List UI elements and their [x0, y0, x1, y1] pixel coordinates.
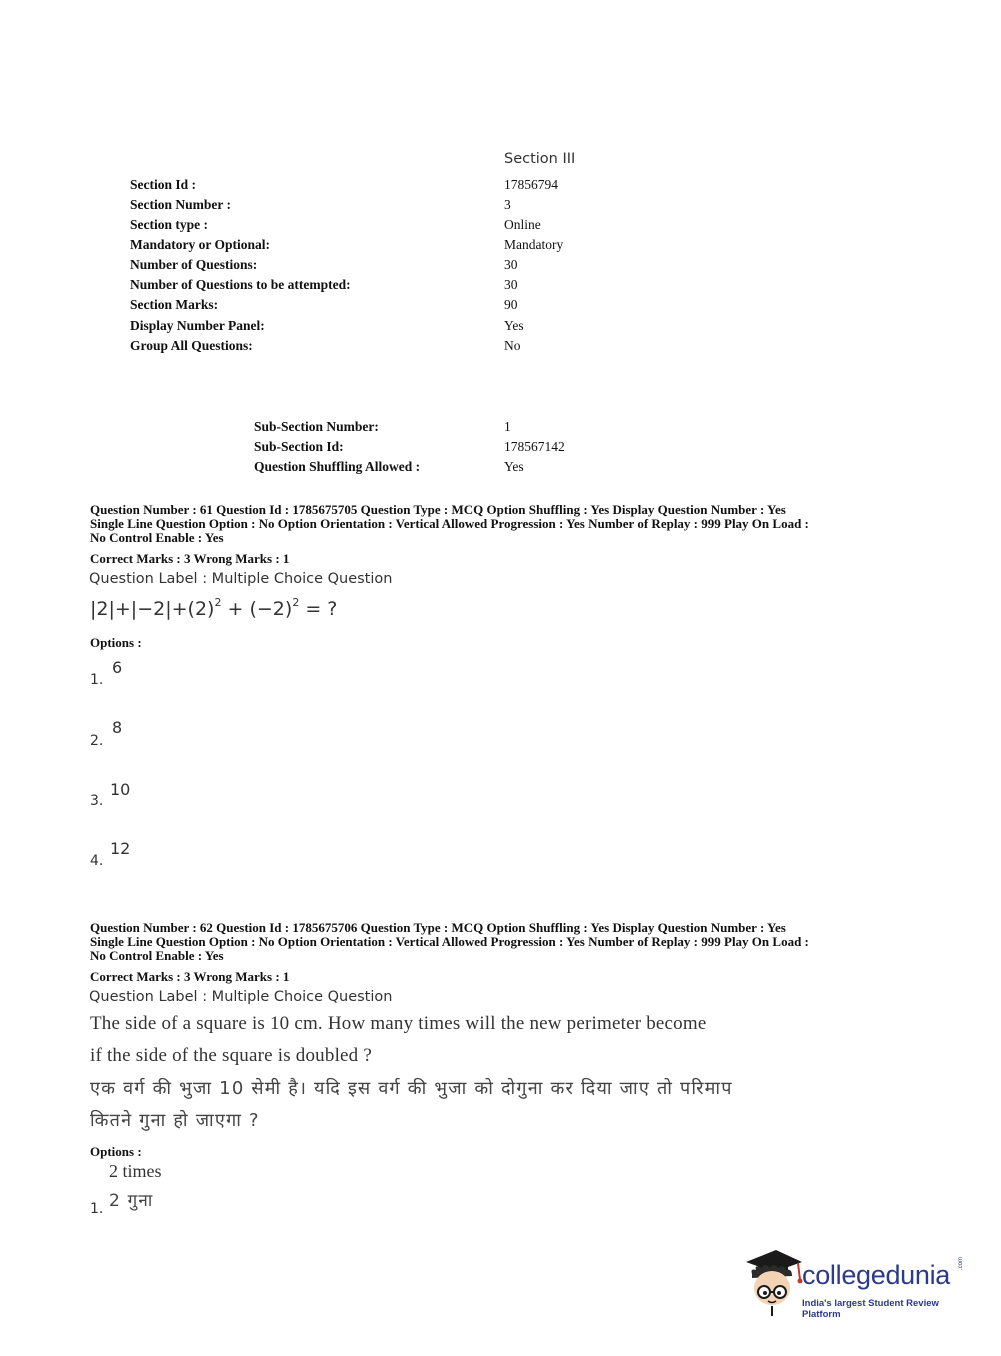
question-text-hi-line2: कितने गुना हो जाएगा ? — [90, 1110, 260, 1131]
subsection-number-value: 1 — [504, 419, 511, 434]
question-meta-line1: Question Number : 62 Question Id : 1785675706 Question Type : MCQ Option Shuffling : Yes Display Question Number : Yes — [90, 920, 786, 935]
math-exponent-1: 2 — [214, 596, 222, 609]
question-label: Question Label : Multiple Choice Question — [89, 989, 393, 1005]
display-panel-value: Yes — [504, 318, 524, 333]
option-2-number: 2. — [90, 733, 104, 749]
question-text-hi-line1: एक वर्ग की भुजा 10 सेमी है। यदि इस वर्ग की भुजा को दोगुना कर दिया जाए तो परिमाप — [90, 1078, 733, 1099]
question-meta-line1: Question Number : 61 Question Id : 1785675705 Question Type : MCQ Option Shuffling : Yes Display Question Number : Yes — [90, 502, 786, 517]
num-attempt-label: Number of Questions to be attempted: — [130, 277, 351, 292]
subsection-id-value: 178567142 — [504, 439, 565, 454]
option-4-value[interactable]: 12 — [110, 839, 131, 858]
question-text-en-line1: The side of a square is 10 cm. How many times will the new perimeter become — [90, 1013, 707, 1034]
section-number-value: 3 — [504, 197, 511, 212]
num-questions-label: Number of Questions: — [130, 257, 258, 272]
logo-tagline: India's largest Student Review Platform — [802, 1298, 939, 1320]
mandatory-value: Mandatory — [504, 237, 564, 252]
question-meta-line3: No Control Enable : Yes — [90, 948, 224, 963]
math-part-1: |2|+|−2|+(2) — [90, 598, 215, 620]
section-type-value: Online — [504, 217, 541, 232]
option-3-number: 3. — [90, 793, 104, 809]
option-1-value[interactable]: 6 — [112, 658, 123, 677]
question-marks: Correct Marks : 3 Wrong Marks : 1 — [90, 969, 290, 984]
shuffling-label: Question Shuffling Allowed : — [254, 459, 421, 474]
section-number-label: Section Number : — [130, 197, 231, 212]
options-label: Options : — [90, 1144, 142, 1159]
logo-dotcom: .com — [958, 1256, 964, 1270]
option-1-value-en[interactable]: 2 times — [109, 1161, 162, 1181]
section-title: Section III — [504, 151, 576, 167]
display-panel-label: Display Number Panel: — [130, 318, 265, 333]
mascot-icon — [742, 1248, 804, 1318]
section-marks-value: 90 — [504, 297, 518, 312]
question-meta-line2: Single Line Question Option : No Option Orientation : Vertical Allowed Progression : Yes Number of Replay : 999 Play On Load : — [90, 934, 809, 949]
subsection-id-label: Sub-Section Id: — [254, 439, 344, 454]
num-questions-value: 30 — [504, 257, 518, 272]
math-exponent-2: 2 — [292, 596, 300, 609]
math-part-3: = ? — [299, 598, 338, 620]
option-2-value[interactable]: 8 — [112, 718, 123, 737]
subsection-number-label: Sub-Section Number: — [254, 419, 379, 434]
question-label: Question Label : Multiple Choice Question — [89, 571, 393, 587]
section-id-label: Section Id : — [130, 177, 197, 192]
option-1-number: 1. — [90, 672, 104, 688]
group-questions-label: Group All Questions: — [130, 338, 253, 353]
question-math-expression — [90, 596, 337, 620]
section-marks-label: Section Marks: — [130, 297, 219, 312]
collegedunia-logo — [742, 1248, 972, 1318]
option-1-value-hi[interactable]: 2 गुना — [109, 1191, 154, 1211]
section-type-label: Section type : — [130, 217, 208, 232]
logo-wordmark: collegedunia — [802, 1260, 951, 1290]
option-4-number: 4. — [90, 853, 104, 869]
options-label: Options : — [90, 635, 142, 650]
section-id-value: 17856794 — [504, 177, 558, 192]
math-part-2: + (−2) — [221, 598, 293, 620]
num-attempt-value: 30 — [504, 277, 518, 292]
option-1-number: 1. — [90, 1201, 104, 1217]
question-text-en-line2: if the side of the square is doubled ? — [90, 1045, 372, 1066]
question-marks: Correct Marks : 3 Wrong Marks : 1 — [90, 551, 290, 566]
question-meta-line2: Single Line Question Option : No Option Orientation : Vertical Allowed Progression : Yes Number of Replay : 999 Play On Load : — [90, 516, 809, 531]
group-questions-value: No — [504, 338, 521, 353]
shuffling-value: Yes — [504, 459, 524, 474]
question-meta-line3: No Control Enable : Yes — [90, 530, 224, 545]
mandatory-label: Mandatory or Optional: — [130, 237, 271, 252]
option-3-value[interactable]: 10 — [110, 780, 131, 799]
